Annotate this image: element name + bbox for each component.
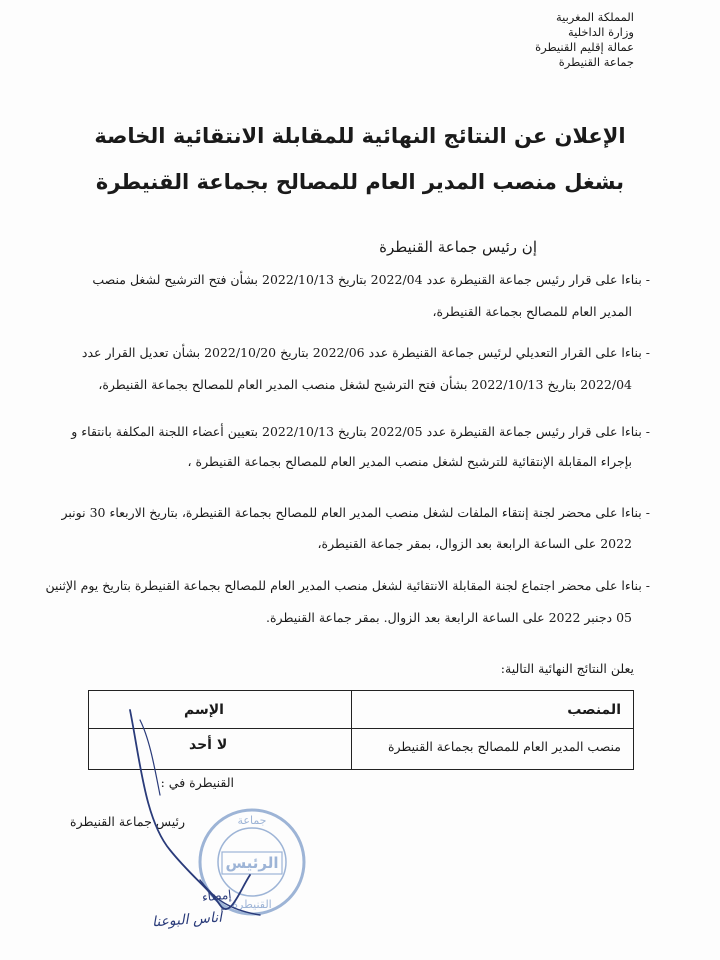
paragraph-line: - بناءا على محضر اجتماع لجنة المقابلة الانتقائية لشغل منصب المدير العام للمصالح بجماعة القنيطرة بتاريخ يوم الإثنين: [45, 578, 650, 593]
paragraph-line: 05 دجنبر 2022 على الساعة الرابعة بعد الزوال. بمقر جماعة القنيطرة.: [266, 610, 632, 625]
intro-text: إن رئيس جماعة القنيطرة: [379, 238, 537, 256]
paragraph-line: 2022/04 بتاريخ 2022/10/13 بشأن فتح الترشيح لشغل منصب المدير العام للمصالح بجماعة القنيطرة،: [98, 377, 632, 392]
table-header-name: الإسم: [184, 702, 224, 718]
stamp-bottom-text: القنيطرة: [232, 898, 272, 911]
paragraph-line: - بناءا على قرار رئيس جماعة القنيطرة عدد 2022/04 بتاريخ 2022/10/13 بشأن فتح الترشيح لشغل منصب: [92, 272, 650, 287]
paragraph-line: المدير العام للمصالح بجماعة القنيطرة،: [432, 304, 632, 319]
paragraph-4: [61, 505, 650, 555]
letterhead-line: وزارة الداخلية: [567, 25, 634, 39]
document-title-line-2: بشغل منصب المدير العام للمصالح بجماعة القنيطرة: [95, 170, 625, 194]
paragraph-line: بإجراء المقابلة الإنتقائية للترشيح لشغل منصب المدير العام للمصالح بجماعة القنيطرة ،: [187, 454, 632, 469]
paragraph-line: 2022 على الساعة الرابعة بعد الزوال، بمقر جماعة القنيطرة،: [317, 536, 632, 551]
paragraph-3: [71, 424, 650, 474]
paragraph-2: [78, 345, 650, 395]
signer-title: رئيس جماعة القنيطرة: [70, 814, 185, 829]
letterhead-line: جماعة القنيطرة: [558, 55, 634, 69]
table-cell-name: لا أحد: [189, 737, 228, 753]
results-intro: يعلن النتائج النهائية التالية:: [500, 661, 634, 676]
paragraph-line: - بناءا على قرار رئيس جماعة القنيطرة عدد 2022/05 بتاريخ 2022/10/13 بتعيين أعضاء اللجنة المكلفة بانتقاء و: [71, 424, 650, 439]
paragraph-5: [45, 578, 650, 628]
paragraph-1: [78, 272, 650, 322]
stamp-top-text: جماعة: [237, 814, 267, 827]
letterhead-line: المملكة المغربية: [555, 10, 634, 24]
table-cell-post: منصب المدير العام للمصالح بجماعة القنيطرة: [387, 739, 621, 754]
paragraph-line: - بناءا على القرار التعديلي لرئيس جماعة القنيطرة عدد 2022/06 بتاريخ 2022/10/20 بشأن تعديل القرار عدد: [81, 345, 650, 360]
document-title-line-1: الإعلان عن النتائج النهائية للمقابلة الانتقائية الخاصة: [94, 124, 626, 148]
place-and-date: القنيطرة في :: [160, 775, 234, 790]
table-header-post: المنصب: [567, 702, 621, 718]
signature-name: أناس البوعنا: [151, 909, 223, 931]
letterhead-line: عمالة إقليم القنيطرة: [535, 40, 634, 54]
paragraph-line: - بناءا على محضر لجنة إنتقاء الملفات لشغل منصب المدير العام للمصالح بجماعة القنيطرة، بتاريخ الاربعاء 30 نونبر: [61, 505, 650, 520]
stamp-center-text: الرئيس: [225, 854, 279, 872]
table-divider: [351, 691, 352, 769]
letterhead: [434, 10, 634, 70]
signature-label: إمضاء: [201, 887, 233, 905]
